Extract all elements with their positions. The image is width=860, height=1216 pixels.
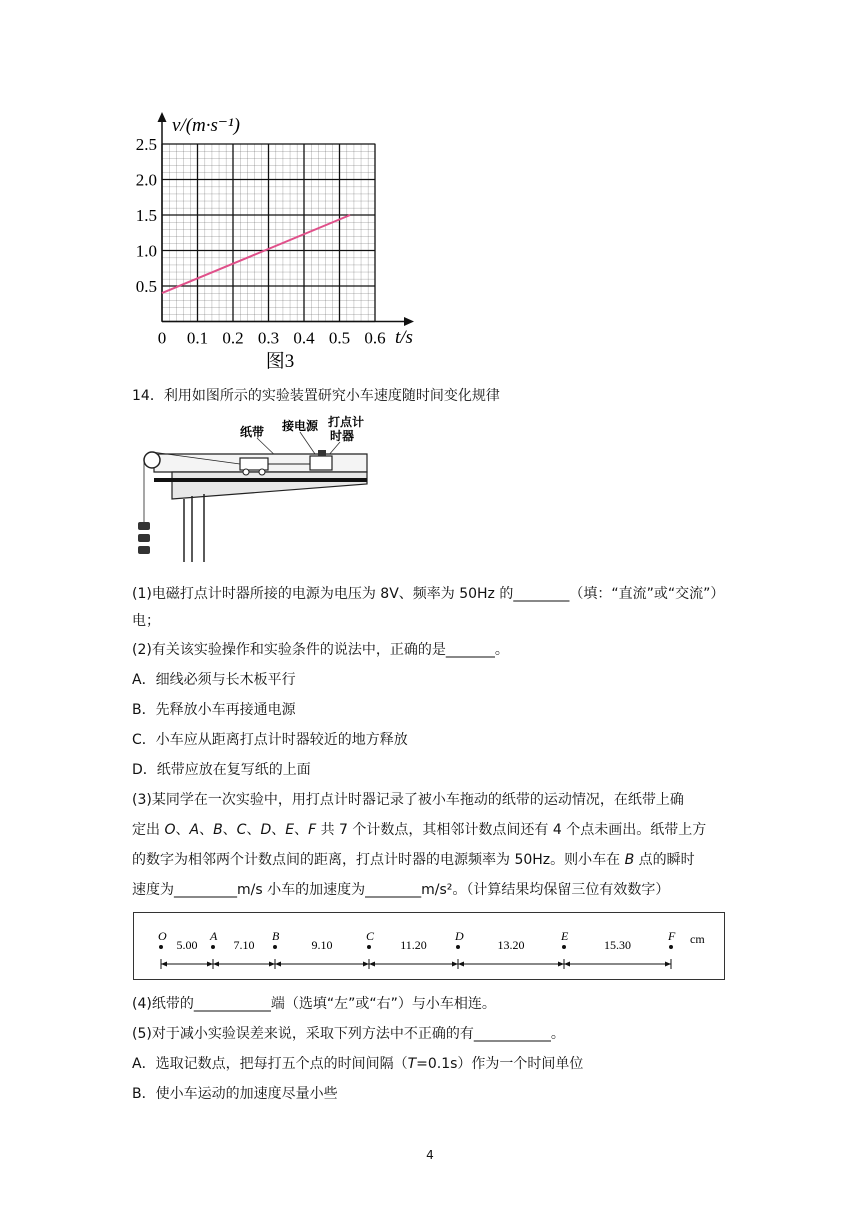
tape-dot (273, 945, 277, 949)
tape-distance-label: 13.20 (497, 938, 525, 952)
tape-arrow-head (213, 962, 219, 967)
y-tick-label: 1.5 (135, 206, 157, 225)
question-part-1-line1: (1)电磁打点计时器所接的电源为电压为 8V、频率为 50Hz 的________（填：“直流”或“交流”） (132, 586, 725, 602)
y-tick-label: 2.0 (135, 170, 157, 190)
question-part-1-line2: 电； (132, 613, 160, 629)
tape-point-label: D (455, 929, 464, 943)
label-timer-1: 打点计 (328, 415, 365, 429)
tape-point-label: B (272, 929, 280, 943)
label-timer-2: 时器 (330, 429, 355, 443)
x-tick-label: 0.1 (186, 328, 209, 348)
question-part-4: (4)纸带的___________端（选填“左”或“右”）与小车相连。 (132, 996, 496, 1012)
cart (240, 458, 268, 470)
tape-arrow-head (665, 962, 671, 967)
tape-unit: cm (690, 932, 705, 946)
cart-wheel-1 (243, 469, 249, 475)
velocity-time-graph (130, 110, 430, 372)
apparatus-illustration (132, 414, 382, 564)
tape-arrow-head (363, 962, 369, 967)
question-part-3-line4: 速度为_________m/s 小车的加速度为________m/s²。（计算结果均保留三位有效数字） (132, 882, 670, 898)
option-d: D．纸带应放在复写纸的上面 (132, 762, 311, 778)
y-tick-label: 0.5 (135, 277, 157, 296)
graph-caption: 图3 (265, 351, 295, 372)
x-tick-label: 0.3 (257, 328, 280, 348)
tape-arrow-head (558, 962, 564, 967)
tape-arrow-head (275, 962, 281, 967)
question-part-3-line1: (3)某同学在一次实验中，用打点计时器记录了被小车拖动的纸带的运动情况，在纸带上确 (132, 792, 684, 808)
hook-weight-2 (138, 534, 150, 542)
x-axis-arrow (404, 317, 414, 326)
tape-point-label: A (210, 929, 218, 943)
paper-tape-diagram (133, 912, 725, 980)
y-tick-label: 2.5 (135, 135, 157, 154)
option-c: C．小车应从距离打点计时器较近的地方释放 (132, 732, 408, 748)
tape-arrow-head (564, 962, 570, 967)
timer-body (310, 456, 332, 470)
tape-distance-label: 15.30 (604, 938, 631, 952)
pulley (144, 452, 160, 468)
y-axis-label: v/(m·s⁻¹) (172, 115, 240, 136)
board-front (172, 472, 367, 499)
tape-point-label: O (158, 929, 167, 943)
label-tape: 纸带 (240, 425, 265, 439)
x-tick-label: 0.2 (222, 328, 244, 348)
hook-weight-3 (138, 546, 150, 554)
tape-dot (562, 945, 566, 949)
tape-arrow-head (369, 962, 375, 967)
tape-distance-label: 5.00 (176, 938, 198, 952)
question-part-2: (2)有关该实验操作和实验条件的说法中，正确的是_______。 (132, 642, 509, 658)
question-14-title: 14．利用如图所示的实验装置研究小车速度随时间变化规律 (132, 388, 500, 404)
cart-wheel-2 (259, 469, 265, 475)
tape-point-label: C (366, 929, 375, 943)
tape-arrow-head (269, 962, 275, 967)
hook-weight-1 (138, 522, 150, 530)
tape-dot (211, 945, 215, 949)
question-part-3-line2: 定出 O、A、B、C、D、E、F 共 7 个计数点，其相邻计数点间还有 4 个点未画出。纸带上方 (132, 822, 707, 838)
timer-terminal (318, 450, 326, 456)
y-tick-label: 1.0 (135, 241, 157, 261)
tape-distance-label: 7.10 (233, 938, 255, 952)
question-part-3-line3: 的数字为相邻两个计数点间的距离，打点计时器的电源频率为 50Hz。则小车在 B 点的瞬时 (132, 852, 695, 868)
tape-arrow-head (207, 962, 213, 967)
y-axis-arrow (158, 112, 167, 122)
x-tick-label: 0.6 (364, 328, 386, 348)
tape-dot (669, 945, 673, 949)
x-tick-label: 0.5 (328, 328, 351, 348)
x-axis-label: t/s (395, 327, 413, 348)
tape-dot (159, 945, 163, 949)
tape-point-label: F (668, 929, 676, 943)
x-tick-label: 0 (157, 328, 167, 348)
tape-arrow-head (161, 962, 167, 967)
tape-distance-label: 9.10 (311, 938, 333, 952)
tape-dot (456, 945, 460, 949)
question-part-5: (5)对于减小实验误差来说，采取下列方法中不正确的有___________。 (132, 1026, 565, 1042)
option-5-b: B．使小车运动的加速度尽量小些 (132, 1086, 338, 1102)
label-power: 接电源 (282, 419, 319, 433)
option-5-a: A．选取记数点，把每打五个点的时间间隔（T=0.1s）作为一个时间单位 (132, 1056, 584, 1072)
tape-arrow-head (458, 962, 464, 967)
tape-dot (367, 945, 371, 949)
page-number: 4 (426, 1148, 434, 1162)
option-b: B．先释放小车再接通电源 (132, 702, 296, 718)
tape-arrow-head (452, 962, 458, 967)
tape-point-label: E (561, 929, 569, 943)
tape-distance-label: 11.20 (400, 938, 427, 952)
x-tick-label: 0.4 (293, 328, 315, 348)
pointer-power (300, 432, 315, 454)
option-a: A．细线必须与长木板平行 (132, 672, 296, 688)
